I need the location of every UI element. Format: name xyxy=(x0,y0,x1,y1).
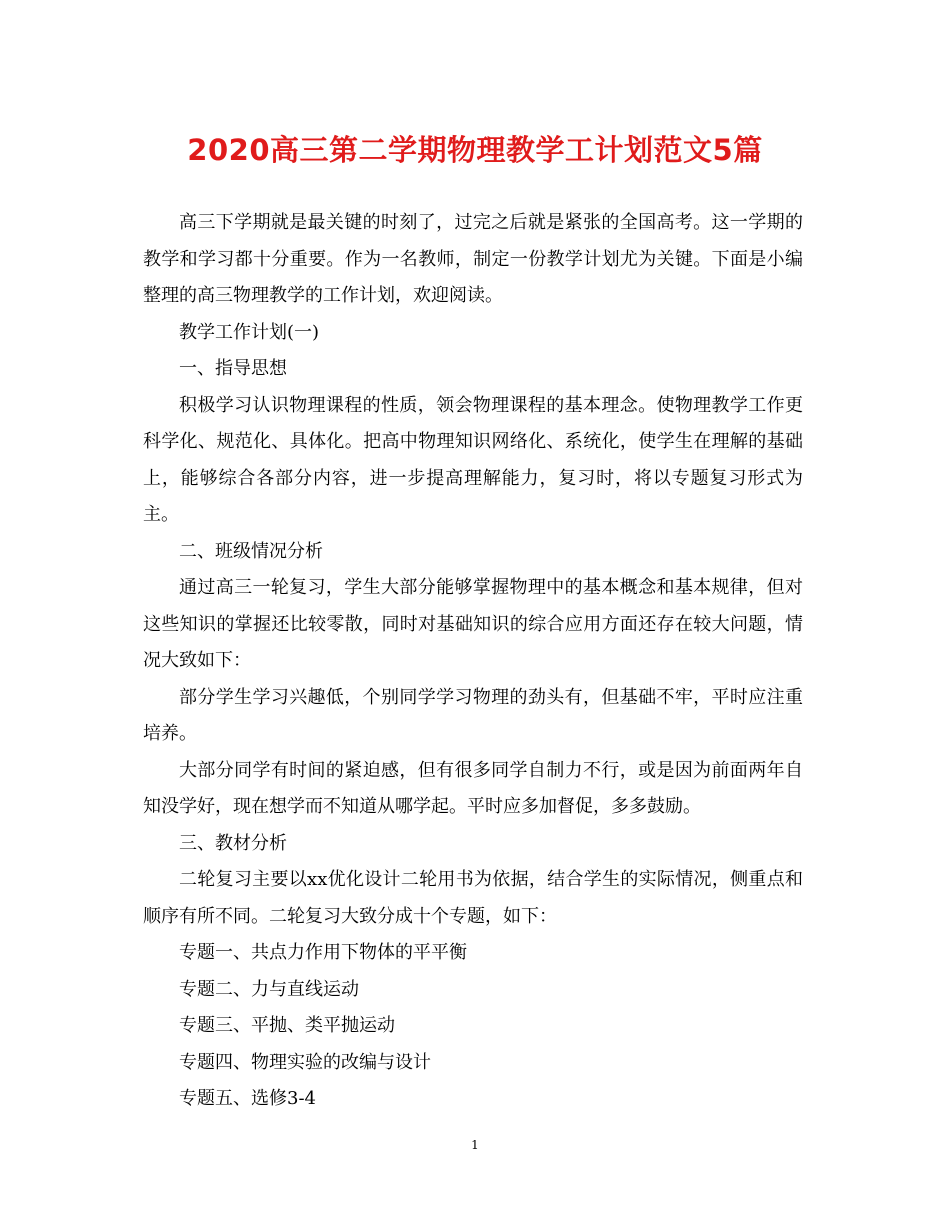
paragraph-student-interest: 部分学生学习兴趣低，个别同学学习物理的劲头有，但基础不牢，平时应注重培养。 xyxy=(143,686,803,744)
list-item-topic-5: 专题五、选修3-4 xyxy=(179,1088,316,1109)
document-title: 2020高三第二学期物理教学工计划范文5篇 xyxy=(187,133,763,167)
list-item-topic-2: 专题二、力与直线运动 xyxy=(179,978,359,1000)
page-number: 1 xyxy=(471,1138,479,1152)
paragraph-class-analysis: 通过高三一轮复习，学生大部分能够掌握物理中的基本概念和基本规律，但对这些知识的掌握还比较零散，同时对基础知识的综合应用方面还存在较大问题，情况大致如下： xyxy=(143,577,803,671)
paragraph-student-urgency: 大部分同学有时间的紧迫感，但有很多同学自制力不行，或是因为前面两年自知没学好，现在想学而不知道从哪学起。平时应多加督促，多多鼓励。 xyxy=(143,759,803,817)
list-item-topic-1: 专题一、共点力作用下物体的平平衡 xyxy=(179,942,467,963)
section-heading-class-analysis: 二、班级情况分析 xyxy=(179,540,323,562)
list-item-topic-3: 专题三、平抛、类平抛运动 xyxy=(179,1015,395,1036)
section-heading-textbook-analysis: 三、教材分析 xyxy=(179,832,287,854)
document-body xyxy=(143,205,803,1118)
section-heading-plan-1: 教学工作计划(一) xyxy=(179,321,320,343)
paragraph-intro: 高三下学期就是最关键的时刻了，过完之后就是紧张的全国高考。这一学期的教学和学习都十分重要。作为一名教师，制定一份教学计划尤为关键。下面是小编整理的高三物理教学的工作计划，欢迎阅读。 xyxy=(143,212,803,306)
paragraph-textbook-analysis: 二轮复习主要以xx优化设计二轮用书为依据，结合学生的实际情况，侧重点和顺序有所不同。二轮复习大致分成十个专题，如下： xyxy=(143,869,803,927)
paragraph-guiding-thought: 积极学习认识物理课程的性质，领会物理课程的基本理念。使物理教学工作更科学化、规范化、具体化。把高中物理知识网络化、系统化，使学生在理解的基础上，能够综合各部分内容，进一步提高理解能力，复习时，将以专题复习形式为主。 xyxy=(143,394,803,525)
list-item-topic-4: 专题四、物理实验的改编与设计 xyxy=(179,1051,431,1073)
section-heading-guiding-thought: 一、指导思想 xyxy=(179,358,287,379)
